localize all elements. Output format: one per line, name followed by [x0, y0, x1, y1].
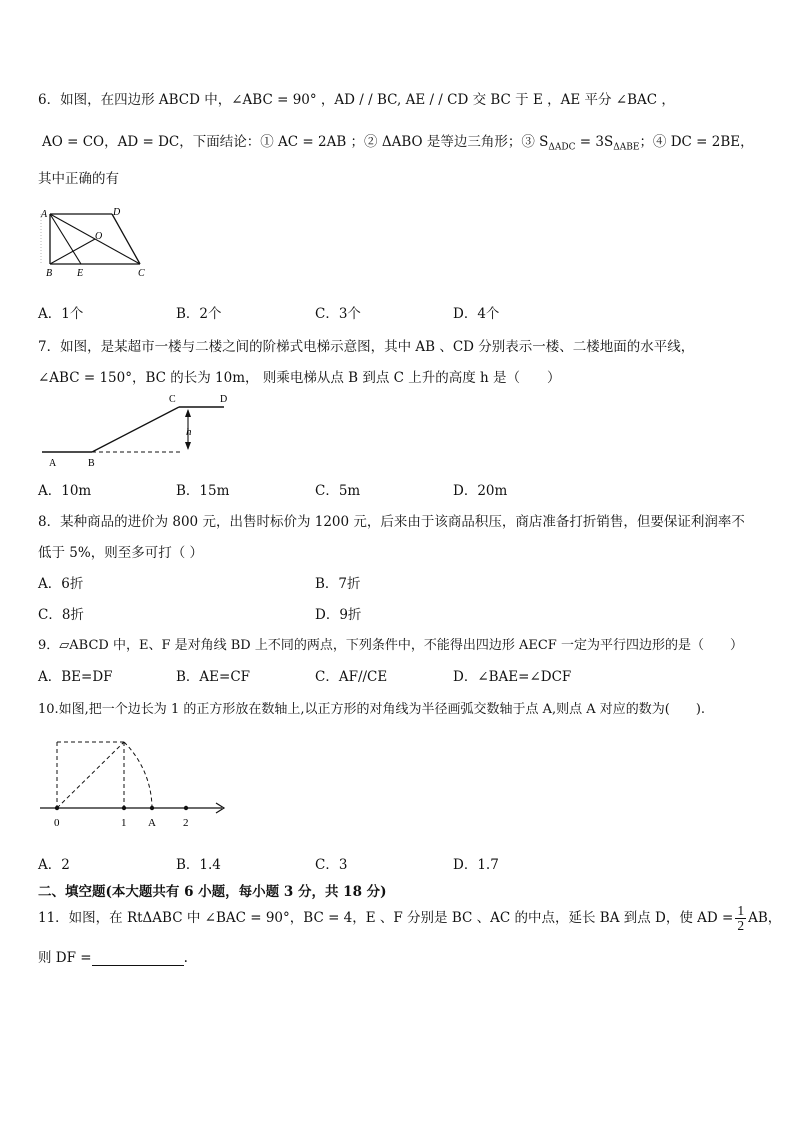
q6-label-b: B: [46, 268, 53, 279]
q11-line1: [38, 904, 781, 933]
section-2-title: 二、填空题(本大题共有 6 小题，每小题 3 分，共 18 分): [38, 884, 387, 900]
q11-frac-num: 1: [737, 903, 745, 918]
q8-option-c[interactable]: C．8折: [38, 607, 84, 623]
q11-line2: [38, 946, 188, 966]
q6-label-a: A: [41, 209, 48, 220]
q6-label-d: D: [113, 207, 121, 218]
q6-line2: [42, 130, 754, 153]
q10-label-zero: 0: [54, 817, 60, 829]
q8-option-d[interactable]: D．9折: [315, 607, 362, 623]
q7-label-a: A: [49, 458, 57, 469]
q7-option-c[interactable]: C．5m: [315, 483, 361, 499]
q8-line2: 低于 5%，则至多可打（ ）: [38, 545, 203, 561]
q10-figure: [36, 734, 236, 834]
q7-option-a[interactable]: A．10m: [38, 483, 92, 499]
q11-line2-tail: .: [183, 950, 188, 966]
q7-line2: ∠ABC = 150°，BC 的长为 10m， 则乘电梯从点 B 到点 C 上升的高度 h 是（ ）: [38, 370, 561, 386]
q7-label-b: B: [88, 458, 95, 469]
q10-label-one: 1: [121, 817, 127, 829]
q7-label-d: D: [220, 394, 228, 405]
q6-label-c: C: [138, 268, 145, 279]
q9-option-d[interactable]: D．∠BAE=∠DCF: [453, 669, 572, 685]
q8-option-a[interactable]: A．6折: [38, 576, 84, 592]
q7-option-d[interactable]: D．20m: [453, 483, 508, 499]
q11-line1-text: 11．如图，在 RtΔABC 中 ∠BAC = 90°，BC = 4，E 、F 分别是 BC 、AC 的中点，延长 BA 到点 D，使 AD =: [38, 910, 734, 926]
q10-option-d[interactable]: D．1.7: [453, 857, 499, 873]
q6-option-c[interactable]: C．3个: [315, 306, 361, 322]
q10-line1: 10.如图,把一个边长为 1 的正方形放在数轴上,以正方形的对角线为半径画弧交数轴于点 A,则点 A 对应的数为( ).: [38, 702, 706, 717]
q11-frac-den: 2: [737, 918, 745, 933]
q11-line1-tail: AB，: [748, 910, 782, 926]
q6-eq3: = 3S: [575, 134, 614, 150]
q10-option-b[interactable]: B．1.4: [176, 857, 221, 873]
q6-label-o: O: [95, 231, 103, 242]
q10-label-a: A: [148, 817, 156, 829]
q6-line3: 其中正确的有: [38, 171, 119, 187]
q8-line1: 8．某种商品的进价为 800 元，出售时标价为 1200 元，后来由于该商品积压，商店准备打折销售，但要保证利润率不: [38, 514, 745, 530]
q6-option-b[interactable]: B．2个: [176, 306, 222, 322]
q9-option-a[interactable]: A．BE=DF: [38, 669, 113, 685]
q9-line1: 9．▱ABCD 中，E、F 是对角线 BD 上不同的两点，下列条件中，不能得出四边形 AECF 一定为平行四边形的是（ ）: [38, 638, 743, 653]
q9-option-b[interactable]: B．AE=CF: [176, 669, 251, 685]
q6-s-abe: ΔABE: [613, 142, 640, 153]
q6-option-d[interactable]: D．4个: [453, 306, 500, 322]
q11-fraction: [735, 904, 746, 933]
q6-tail: ；④ DC = 2BE，: [639, 134, 754, 150]
q6-option-a[interactable]: A．1个: [38, 306, 84, 322]
q6-line2-text: AO = CO，AD = DC，下面结论：① AC = 2AB ；② ΔABO 是等边三角形；③ S: [42, 134, 549, 150]
q7-option-b[interactable]: B．15m: [176, 483, 230, 499]
q6-figure: [36, 204, 156, 280]
q10-option-c[interactable]: C．3: [315, 857, 348, 873]
q7-line1: 7．如图，是某超市一楼与二楼之间的阶梯式电梯示意图，其中 AB 、CD 分别表示一楼、二楼地面的水平线，: [38, 339, 695, 355]
q10-option-a[interactable]: A．2: [38, 857, 70, 873]
q10-label-two: 2: [183, 817, 189, 829]
q6-line1: 6．如图，在四边形 ABCD 中，∠ABC = 90° ，AD / / BC, AE / / CD 交 BC 于 E ，AE 平分 ∠BAC ，: [38, 92, 675, 108]
q7-label-h: h: [186, 426, 192, 438]
q7-label-c: C: [169, 394, 176, 405]
q9-option-c[interactable]: C．AF//CE: [315, 669, 388, 685]
q6-label-e: E: [77, 268, 84, 279]
q11-answer-blank[interactable]: [92, 951, 184, 966]
q8-option-b[interactable]: B．7折: [315, 576, 361, 592]
q6-s-adc: ΔADC: [548, 142, 576, 153]
q7-figure: [36, 388, 236, 470]
q11-line2-text: 则 DF =: [38, 950, 92, 966]
